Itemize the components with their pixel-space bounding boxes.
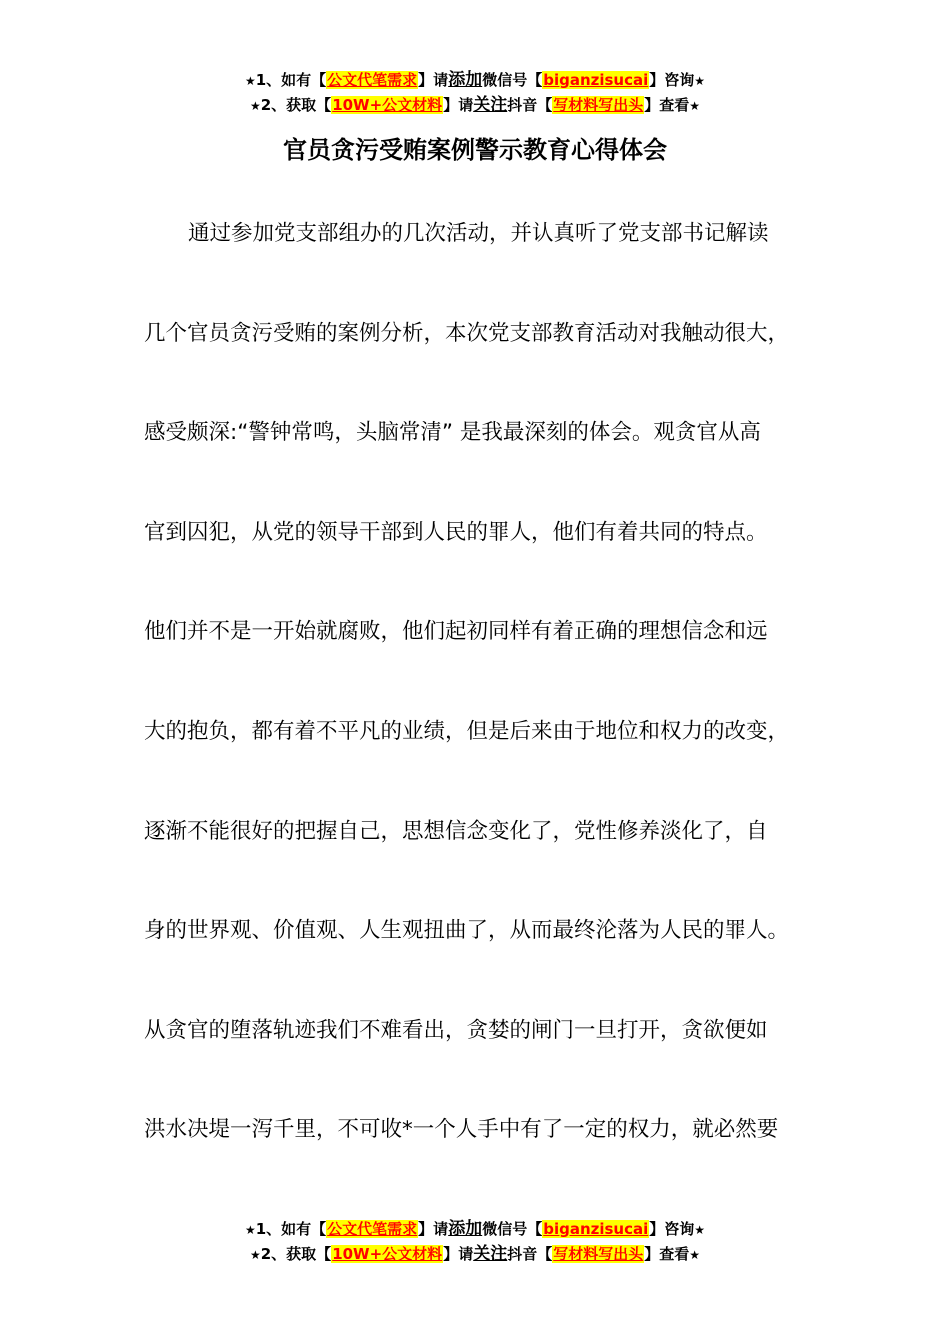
banner-text: 2、获取【 [260,96,332,114]
banner-text: 微信号【 [482,1220,543,1238]
banner-text: 1、如有【 [255,71,327,89]
banner-line-1 [0,68,950,93]
body-line: 洪水决堤一泻千里，不可收*一个人手中有了一定的权力，就必然要 [144,1117,779,1143]
highlight-douyin: 写材料写出头 [553,1245,644,1263]
banner-text: 抖音【 [507,1245,553,1263]
highlight-service: 公文代笔需求 [327,71,418,89]
footer-banner [0,1217,950,1267]
body-line: 逐渐不能很好的把握自己，思想信念变化了，党性修养淡化了，自 [144,818,768,844]
highlight-wechat-id: biganzisucai [543,71,649,89]
banner-text: 】咨询 [649,1220,695,1238]
body-line: 身的世界观、价值观、人生观扭曲了，从而最终沦落为人民的罪人。 [144,918,790,944]
highlight-wechat-id: biganzisucai [543,1220,649,1238]
highlight-materials: 10W+公文材料 [332,1245,443,1263]
banner-emphasis: 添加 [448,70,483,90]
highlight-douyin: 写材料写出头 [553,96,644,114]
star-icon: ★ [694,1223,706,1237]
header-banner [0,68,950,118]
banner-emphasis: 关注 [473,95,508,115]
body-line: 感受颇深:“警钟常鸣，头脑常清” 是我最深刻的体会。观贪官从高 [144,420,761,446]
banner-text: 】请 [418,71,449,89]
highlight-materials: 10W+公文材料 [332,96,443,114]
banner-text: 】请 [443,96,474,114]
body-line: 官到囚犯，从党的领导干部到人民的罪人，他们有着共同的特点。 [144,519,768,545]
banner-line-2 [0,93,950,118]
highlight-service: 公文代笔需求 [327,1220,418,1238]
star-icon: ★ [689,1248,701,1262]
banner-text: 1、如有【 [255,1220,327,1238]
star-icon: ★ [689,99,701,113]
banner-emphasis: 关注 [473,1244,508,1264]
body-line: 通过参加党支部组办的几次活动，并认真听了党支部书记解读 [188,221,769,246]
banner-emphasis: 添加 [448,1219,483,1239]
star-icon: ★ [244,74,256,88]
banner-text: 】请 [443,1245,474,1263]
body-line: 几个官员贪污受贿的案例分析，本次党支部教育活动对我触动很大， [144,320,790,346]
banner-text: 】查看 [644,1245,690,1263]
star-icon: ★ [694,74,706,88]
document-body [144,214,824,1210]
body-line: 从贪官的堕落轨迹我们不难看出，贪婪的闸门一旦打开，贪欲便如 [144,1017,768,1043]
banner-text: 】咨询 [649,71,695,89]
star-icon: ★ [249,1248,261,1262]
body-line: 大的抱负，都有着不平凡的业绩，但是后来由于地位和权力的改变， [144,718,790,744]
banner-line-2 [0,1242,950,1267]
star-icon: ★ [244,1223,256,1237]
banner-text: 】查看 [644,96,690,114]
banner-text: 】请 [418,1220,449,1238]
banner-text: 2、获取【 [260,1245,332,1263]
star-icon: ★ [249,99,261,113]
document-title: 官员贪污受贿案例警示教育心得体会 [283,136,667,164]
body-line: 他们并不是一开始就腐败，他们起初同样有着正确的理想信念和远 [144,619,768,645]
banner-line-1 [0,1217,950,1242]
banner-text: 抖音【 [507,96,553,114]
banner-text: 微信号【 [482,71,543,89]
